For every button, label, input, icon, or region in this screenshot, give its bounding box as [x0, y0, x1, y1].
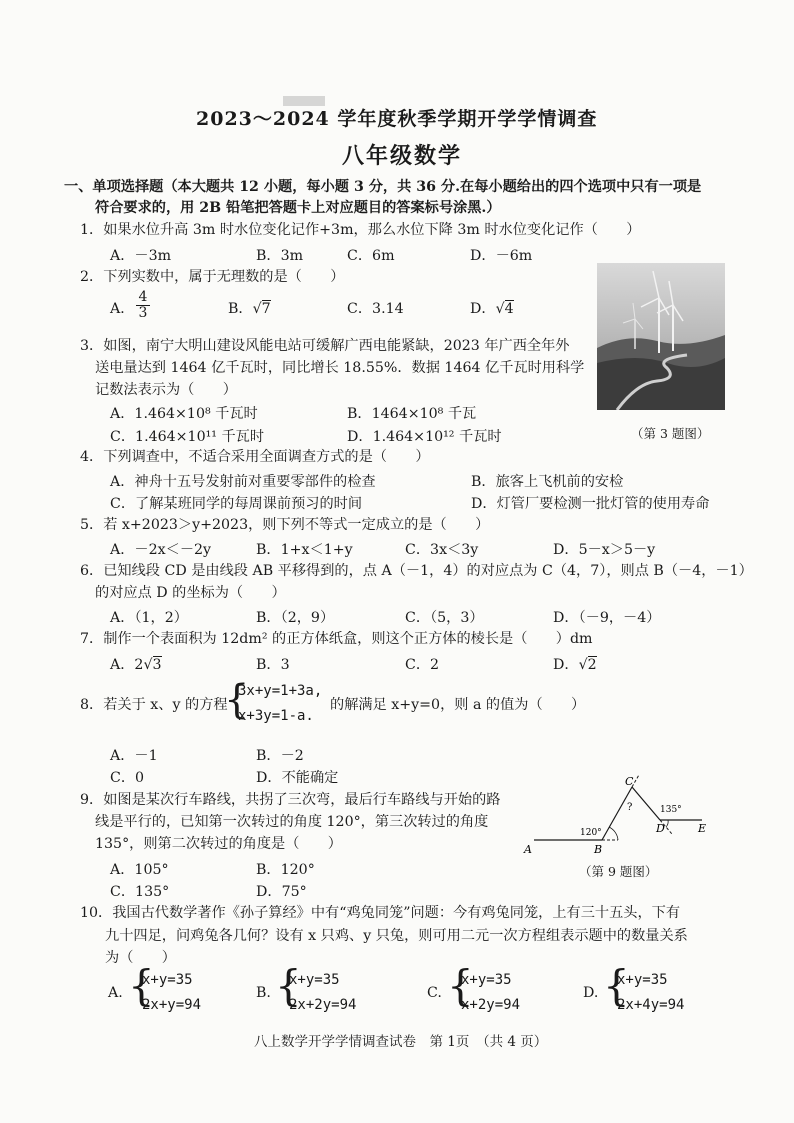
q3-option-c: C．1.464×10¹¹ 千瓦时	[110, 429, 265, 445]
q7-option-d-label: D．	[553, 657, 579, 673]
q10-stem-line1: 10．我国古代数学著作《孙子算经》中有“鸡兔同笼”问题：今有鸡兔同笼，上有三十五头，下有	[80, 905, 681, 921]
q1-stem: 1．如果水位升高 3m 时水位变化记作+3m，那么水位下降 3m 时水位变化记作（ ）	[80, 222, 641, 238]
q2-option-d-radicand: 4	[504, 301, 514, 317]
q1-option-d: D．－6m	[470, 248, 533, 264]
exam-title: 2023～2024 学年度秋季学期开学学情调查	[196, 108, 598, 130]
q5-option-c: C．3x＜3y	[405, 542, 479, 558]
label-d: D	[656, 822, 665, 835]
q5-option-d: D．5－x＞5－y	[553, 542, 656, 558]
q10-option-b-eq1: x+y=35	[289, 972, 340, 988]
q7-option-d-radicand: 2	[587, 657, 597, 673]
q5-option-b: B．1+x＜1+y	[256, 542, 353, 558]
q6-option-d: D．（－9，－4）	[553, 610, 661, 626]
q10-option-c-label: C.	[427, 985, 442, 1001]
sqrt-sign-icon: √	[143, 657, 153, 673]
q10-stem-line2: 九十四足，问鸡兔各几何？设有 x 只鸡、y 只兔，则可用二元一次方程组表示题中的数量关系	[105, 928, 688, 944]
q6-stem-line1: 6．已知线段 CD 是由线段 AB 平移得到的，点 A（－1，4）的对应点为 C（4，7），则点 B（－4，－1）	[80, 563, 753, 579]
q10-option-a-eq1: x+y=35	[142, 972, 193, 988]
wind-turbine-image	[597, 263, 725, 410]
wind-turbine-photo	[597, 263, 725, 410]
q9-option-b: B．120°	[256, 862, 315, 878]
q3-option-d: D．1.464×10¹² 千瓦时	[347, 429, 502, 445]
q10-option-c-eq2: x+2y=94	[461, 997, 521, 1013]
q9-option-a: A．105°	[110, 862, 169, 878]
q8-option-d: D．不能确定	[256, 770, 339, 786]
q8-stem-pre: 8．若关于 x、y 的方程	[80, 697, 228, 713]
q10-option-b-label: B.	[256, 985, 271, 1001]
q8-option-a: A．－1	[110, 748, 158, 764]
segment-bc	[602, 787, 632, 840]
q6-option-b: B．（2，9）	[256, 610, 335, 626]
q2-option-a	[110, 298, 134, 318]
q4-option-d: D．灯管厂要检测一批灯管的使用寿命	[471, 496, 710, 512]
angle-arc-b	[609, 827, 618, 840]
label-question: ?	[627, 802, 633, 813]
q7-stem: 7．制作一个表面积为 12dm² 的正方体纸盒，则这个正方体的棱长是（ ）dm	[80, 631, 593, 647]
q9-stem-line3: 135°，则第二次转过的角度是（ ）	[95, 836, 342, 852]
q3-stem-line3: 记数法表示为（ ）	[95, 382, 237, 398]
q2-option-d-label: D．	[470, 301, 496, 317]
q10-option-d-eq2: 2x+4y=94	[617, 997, 685, 1013]
q2-option-b-radicand: 7	[261, 301, 271, 317]
q10-option-d-brace-icon: {	[603, 961, 630, 1010]
q2-option-c: C．3.14	[347, 301, 404, 317]
q8-stem-post: 的解满足 x+y=0，则 a 的值为（ ）	[330, 697, 586, 713]
q6-option-a: A．（1，2）	[110, 610, 188, 626]
q2-fraction-denominator: 3	[136, 305, 150, 321]
q3-stem-line1: 3．如图，南宁大明山建设风能电站可缓解广西电能紧缺，2023 年广西全年外	[80, 338, 570, 354]
q2-option-d	[470, 298, 514, 318]
q10-option-a-brace-icon: {	[128, 961, 155, 1010]
q7-option-d	[553, 654, 597, 674]
label-e: E	[698, 822, 707, 835]
q2-fraction-numerator: 4	[138, 289, 148, 305]
exam-subtitle: 八年级数学	[342, 143, 463, 169]
segment-cd	[632, 787, 660, 820]
q3-figure-caption: （第 3 题图）	[631, 426, 710, 441]
q4-option-c: C．了解某班同学的每周课前预习的时间	[110, 496, 363, 512]
q7-option-a-radicand: 3	[152, 657, 162, 673]
q10-option-b-eq2: 2x+2y=94	[289, 997, 357, 1013]
section-heading: 一、单项选择题（本大题共 12 小题，每小题 3 分，共 36 分.在每小题给出的四个选项中只有一项是	[64, 179, 702, 195]
q7-option-b: B．3	[256, 657, 290, 673]
q4-stem: 4．下列调查中，不适合采用全面调查方式的是（ ）	[80, 449, 430, 465]
q3-stem-line2: 送电量达到 1464 亿千瓦时，同比增长 18.55%．数据 1464 亿千瓦时用科学	[95, 360, 585, 376]
q2-option-b	[228, 298, 271, 318]
q9-figure-caption: （第 9 题图）	[579, 864, 658, 879]
q7-option-c: C．2	[405, 657, 440, 673]
sqrt-sign-icon: √	[252, 301, 262, 317]
q2-stem: 2．下列实数中，属于无理数的是（ ）	[80, 269, 345, 285]
q10-option-c-eq1: x+y=35	[461, 972, 512, 988]
q10-option-b-brace-icon: {	[275, 961, 302, 1010]
q4-option-b: B．旅客上飞机前的安检	[471, 474, 624, 490]
q10-stem-line3: 为（ ）	[105, 950, 176, 966]
q8-equation-1: 3x+y=1+3a,	[238, 683, 323, 699]
sqrt-sign-icon: √	[578, 657, 588, 673]
label-135: 135°	[660, 805, 682, 815]
q8-option-c: C．0	[110, 770, 145, 786]
q2-option-a-label: A．	[110, 301, 135, 317]
q9-option-c: C．135°	[110, 884, 170, 900]
label-120: 120°	[580, 828, 602, 838]
q2-fraction	[136, 290, 150, 321]
q3-option-a: A．1.464×10⁸ 千瓦时	[110, 406, 258, 422]
q9-stem-line2: 线是平行的，已知第一次转过的角度 120°，第三次转过的角度	[95, 814, 489, 830]
q7-option-a	[110, 654, 162, 674]
q5-stem: 5．若 x+2023＞y+2023，则下列不等式一定成立的是（ ）	[80, 517, 490, 533]
q8-system-brace-icon: {	[224, 677, 250, 723]
q3-option-b: B．1464×10⁸ 千瓦	[347, 406, 477, 422]
q2-option-b-label: B．	[228, 301, 253, 317]
q7-option-a-label: A．2	[110, 657, 144, 673]
sqrt-sign-icon: √	[495, 301, 505, 317]
label-b: B	[594, 843, 603, 855]
q9-option-d: D．75°	[256, 884, 307, 900]
q10-option-c-brace-icon: {	[447, 961, 474, 1010]
q8-equation-2: x+3y=1-a.	[238, 708, 314, 724]
scan-smudge	[283, 96, 325, 106]
q10-option-a-label: A.	[108, 985, 123, 1001]
q10-option-d-label: D.	[583, 985, 599, 1001]
label-c: C	[625, 775, 634, 788]
q10-option-d-eq1: x+y=35	[617, 972, 668, 988]
page-footer: 八上数学开学学情调查试卷 第 1页 （共 4 页）	[254, 1034, 548, 1050]
q9-stem-line1: 9．如图是某次行车路线，共拐了三次弯，最后行车路线与开始的路	[80, 792, 501, 808]
q1-option-b: B．3m	[256, 248, 304, 264]
q1-option-a: A．－3m	[110, 248, 172, 264]
q6-option-c: C．（5，3）	[405, 610, 484, 626]
q10-option-a-eq2: 2x+y=94	[142, 997, 202, 1013]
q8-option-b: B．－2	[256, 748, 304, 764]
q4-option-a: A．神舟十五号发射前对重要零部件的检查	[110, 474, 376, 490]
q6-stem-line2: 的对应点 D 的坐标为（ ）	[95, 585, 286, 601]
q5-option-a: A．－2x＜－2y	[110, 542, 212, 558]
q1-option-c: C．6m	[347, 248, 395, 264]
angle-arc-d	[666, 820, 668, 827]
section-heading-cont: 符合要求的，用 2B 铅笔把答题卡上对应题目的答案标号涂黑.）	[95, 200, 501, 216]
label-a: A	[524, 843, 532, 855]
q9-route-diagram	[520, 775, 720, 855]
